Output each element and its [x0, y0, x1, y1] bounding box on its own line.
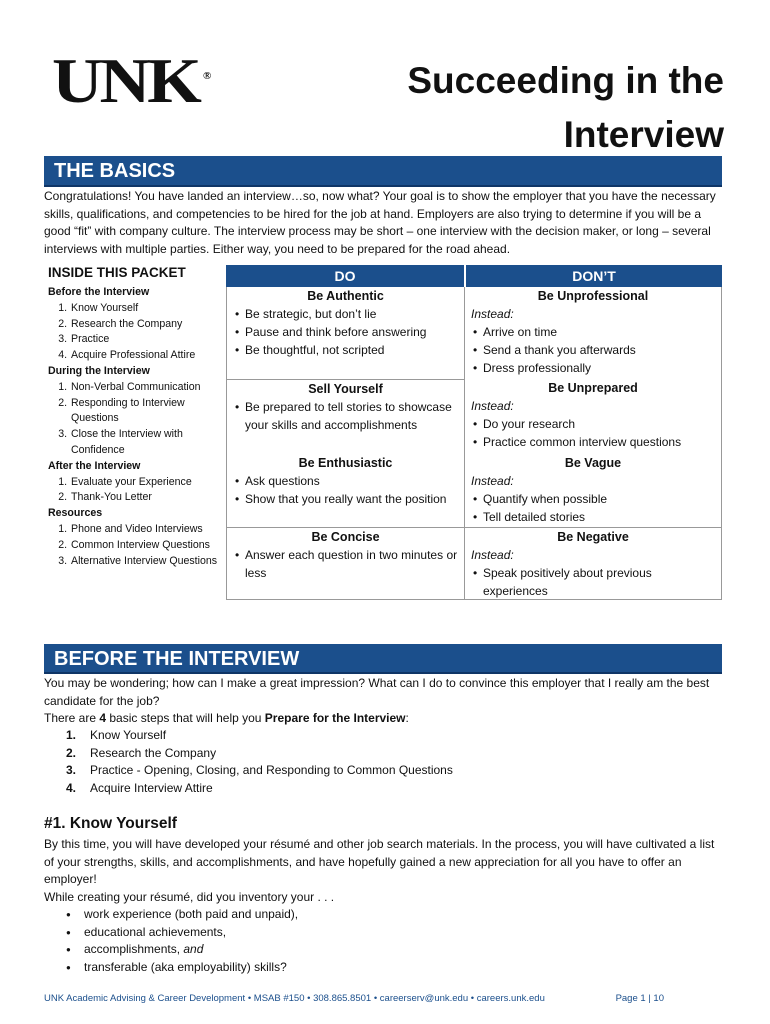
- do-header: DO: [226, 265, 464, 287]
- packet-heading: INSIDE THIS PACKET: [48, 265, 186, 280]
- toc-group-title: After the Interview: [48, 459, 141, 472]
- step-item: 3. Practice - Opening, Closing, and Responding to Common Questions: [66, 763, 453, 777]
- page-number: Page 1 | 10: [615, 993, 664, 1004]
- know-yourself-heading: #1. Know Yourself: [44, 815, 177, 832]
- know-paragraph: By this time, you will have developed your résumé and other job search materials. In the process, you will have cultivated a list of your strengths, skills, and accomplishments, and have hopefully gained a new appreciation for all you have to offer an employer!: [44, 837, 715, 886]
- basics-paragraph: Congratulations! You have landed an interview…so, now what? Your goal is to show the employer that you have the necessary skills, qualifications, and competencies to be hired for the job at hand. Employers are also trying to determine if you will be a good “fit” with company culture. The interview process may be short – one interview with the decision maker, or long – several interviews with multiple parties. Either way, you need to be prepared for the road ahead.: [44, 189, 716, 256]
- dont-cell: [465, 379, 721, 454]
- do-cell-title: Be Authentic: [307, 289, 384, 303]
- dont-item: • Arrive on time: [483, 323, 715, 341]
- instead-label: Instead:: [471, 399, 514, 413]
- dont-item: • Practice common interview questions: [483, 433, 715, 451]
- toc-item: 1. Evaluate your Experience: [70, 475, 223, 491]
- do-cell: [227, 287, 464, 379]
- toc-group-title: During the Interview: [48, 364, 150, 377]
- dont-header: DON’T: [466, 265, 722, 287]
- do-item: • Ask questions: [245, 472, 458, 490]
- before-steps-list: [66, 727, 453, 797]
- do-item: • Show that you really want the position: [245, 490, 458, 508]
- toc-item: 2. Common Interview Questions: [70, 538, 223, 554]
- toc-item: 3. Alternative Interview Questions: [70, 554, 223, 570]
- section-bar-before-interview: BEFORE THE INTERVIEW: [44, 644, 722, 674]
- toc-item: 2. Research the Company: [70, 317, 223, 333]
- do-item: • Be prepared to tell stories to showcase your skills and accomplishments: [245, 398, 458, 434]
- toc-item: 1. Know Yourself: [70, 301, 223, 317]
- footer-contact: UNK Academic Advising & Career Development • MSAB #150 • 308.865.8501 • careerserv@unk.edu • careers.unk.edu: [44, 993, 545, 1004]
- inside-packet-toc: [48, 264, 223, 569]
- dont-item: • Send a thank you afterwards: [483, 341, 715, 359]
- toc-item: 1. Phone and Video Interviews: [70, 522, 223, 538]
- toc-item: 3. Close the Interview with Confidence: [70, 427, 223, 459]
- dont-column: [464, 287, 722, 600]
- toc-group-title: Before the Interview: [48, 286, 150, 298]
- dont-cell: [465, 527, 721, 599]
- dont-cell-title: Be Negative: [557, 530, 629, 544]
- dont-cell: [465, 454, 721, 527]
- dont-cell-title: Be Unprofessional: [537, 289, 649, 303]
- do-item: • Be thoughtful, not scripted: [245, 341, 458, 359]
- instead-label: Instead:: [471, 307, 514, 321]
- step-item: 4. Acquire Interview Attire: [66, 780, 213, 795]
- know-item: ● educational achievements,: [84, 924, 724, 942]
- toc-item: 2. Thank-You Letter: [70, 490, 223, 506]
- toc-group-title: Resources: [48, 507, 103, 520]
- step-item: 1. Know Yourself: [66, 728, 167, 742]
- do-cell-title: Be Enthusiastic: [298, 456, 393, 470]
- before-line-1: You may be wondering; how can I make a great impression? What can I do to convince this employer that I really am the best candidate for the job?: [44, 676, 710, 708]
- toc-item: 4. Acquire Professional Attire: [70, 348, 223, 364]
- do-cell: [227, 527, 464, 599]
- step-item: 2. Research the Company: [66, 745, 217, 760]
- know-item: ● accomplishments, and: [84, 941, 724, 959]
- instead-label: Instead:: [471, 548, 514, 562]
- dont-item: • Do your research: [483, 415, 715, 433]
- do-column: [226, 287, 464, 600]
- dont-item: • Tell detailed stories: [483, 508, 715, 526]
- page-title: [407, 54, 724, 162]
- toc-item: 2. Responding to Interview Questions: [70, 396, 223, 428]
- do-item: • Be strategic, but don’t lie: [245, 305, 458, 323]
- before-line-2: There are 4 basic steps that will help you Prepare for the Interview:: [44, 711, 409, 725]
- dont-cell: [465, 287, 721, 379]
- know-lead: While creating your résumé, did you inventory your . . .: [44, 889, 335, 904]
- title-line-2: Interview: [563, 114, 724, 155]
- do-dont-table: [226, 265, 722, 600]
- know-item: ● work experience (both paid and unpaid),: [84, 906, 724, 924]
- dont-item: • Dress professionally: [483, 359, 715, 377]
- dont-cell-title: Be Vague: [564, 456, 622, 470]
- toc-item: 1. Non-Verbal Communication: [70, 380, 223, 396]
- instead-label: Instead:: [471, 474, 514, 488]
- title-line-1: Succeeding in the: [407, 60, 724, 101]
- unk-logo: UNK ®: [52, 45, 212, 116]
- do-cell: [227, 379, 464, 454]
- know-yourself-body: [44, 836, 724, 976]
- dont-item: • Speak positively about previous experiences: [483, 564, 715, 600]
- know-item: ● transferable (aka employability) skills?: [84, 959, 724, 977]
- before-paragraph: [44, 675, 724, 728]
- toc-item: 3. Practice: [70, 332, 223, 348]
- dont-cell-title: Be Unprepared: [548, 381, 638, 395]
- section-bar-basics: THE BASICS: [44, 156, 722, 187]
- do-item: • Answer each question in two minutes or less: [245, 546, 458, 582]
- do-cell-title: Be Concise: [311, 530, 380, 544]
- do-cell-title: Sell Yourself: [308, 382, 383, 396]
- do-item: • Pause and think before answering: [245, 323, 458, 341]
- dont-item: • Quantify when possible: [483, 490, 715, 508]
- page-footer: [44, 993, 724, 1004]
- do-cell: [227, 454, 464, 527]
